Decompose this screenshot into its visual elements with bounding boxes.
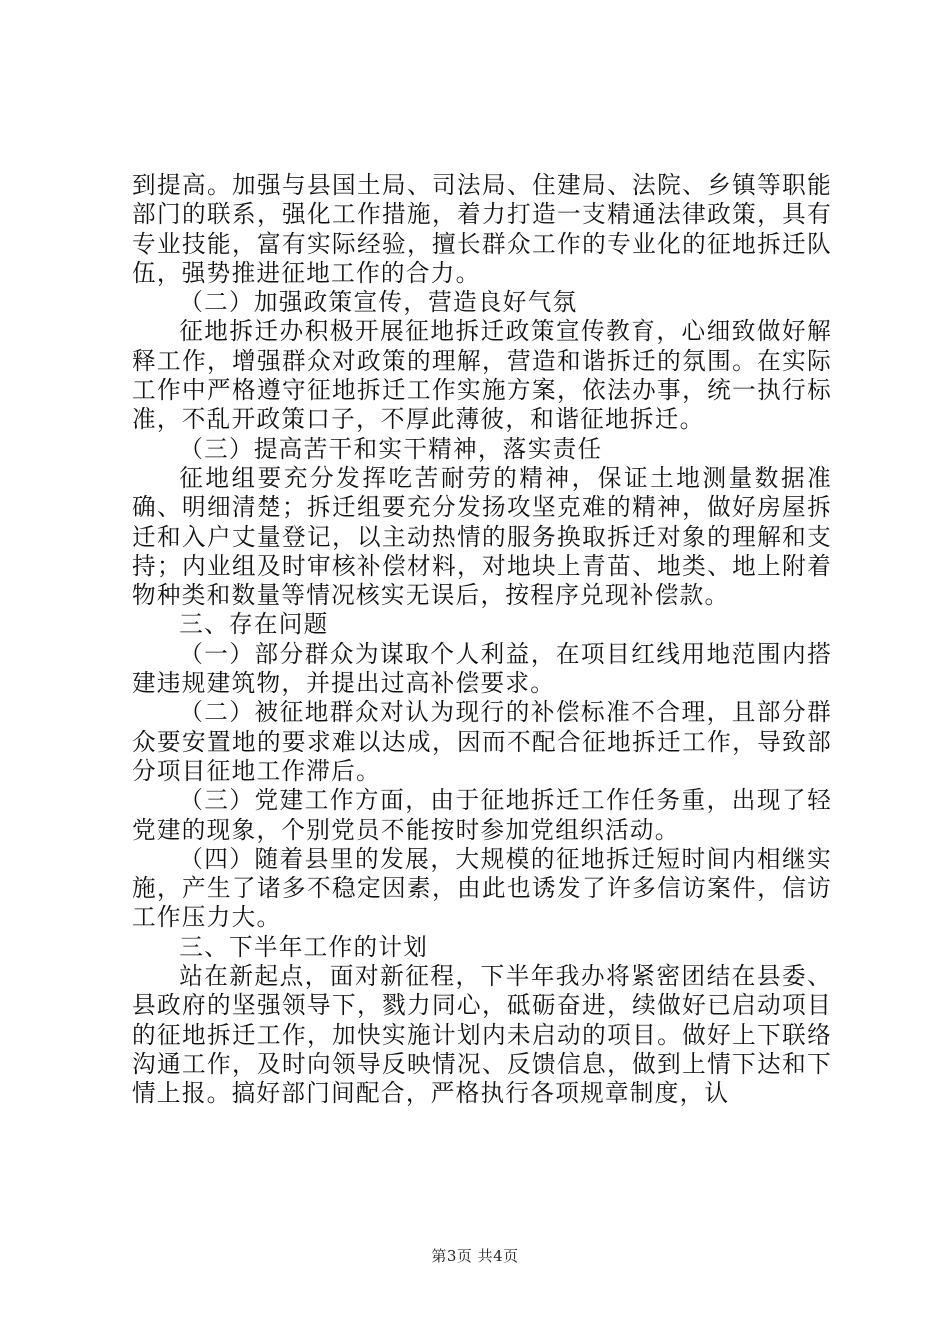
paragraph-plan: 站在新起点，面对新征程，下半年我办将紧密团结在县委、县政府的坚强领导下，戮力同心，砥砺奋进，续做好已启动项目的征地拆迁工作，加快实施计划内未启动的项目。做好上下联络沟通工作，及时向领导反映情况、反馈信息，做到上情下达和下情上报。搞好部门间配合，严格执行各项规章制度，认: [132, 962, 832, 1108]
paragraph-policy-publicity: 征地拆迁办积极开展征地拆迁政策宣传教育，心细致做好解释工作，增强群众对政策的理解，营造和谐拆迁的氛围。在实际工作中严格遵守征地拆迁工作实施方案，依法办事，统一执行标准，不乱开政策口子，不厚此薄彼，和谐征地拆迁。: [132, 317, 832, 434]
page-number-footer: 第3页 共4页: [431, 1247, 519, 1265]
paragraph-responsibility: 征地组要充分发挥吃苦耐劳的精神，保证土地测量数据准确、明细清楚；拆迁组要充分发扬攻坚克难的精神，做好房屋拆迁和入户丈量登记，以主动热情的服务换取拆迁对象的理解和支持；内业组及时审核补偿材料，对地块上青苗、地类、地上附着物种类和数量等情况核实无误后，按程序兑现补偿款。: [132, 463, 832, 610]
section-heading-plan: 三、下半年工作的计划: [179, 932, 429, 961]
subheading-2: （二）加强政策宣传，营造良好气氛: [179, 288, 578, 317]
section-heading-problems: 三、存在问题: [179, 610, 329, 639]
paragraph-continuation: 到提高。加强与县国土局、司法局、住建局、法院、乡镇等职能部门的联系，强化工作措施，着力打造一支精通法律政策，具有专业技能，富有实际经验，擅长群众工作的专业化的征地拆迁队伍，强势推进征地工作的合力。: [132, 171, 832, 287]
document-body: [132, 171, 832, 1109]
problem-item-3: （三）党建工作方面，由于征地拆迁工作任务重，出现了轻党建的现象，个别党员不能按时参加党组织活动。: [132, 786, 832, 844]
problem-item-1: （一）部分群众为谋取个人利益，在项目红线用地范围内搭建违规建筑物，并提出过高补偿要求。: [132, 639, 832, 698]
problem-item-2: （二）被征地群众对认为现行的补偿标准不合理，且部分群众要安置地的要求难以达成，因而不配合征地拆迁工作，导致部分项目征地工作滞后。: [132, 698, 832, 785]
problem-item-4: （四）随着县里的发展，大规模的征地拆迁短时间内相继实施，产生了诸多不稳定因素，由此也诱发了许多信访案件，信访工作压力大。: [132, 844, 832, 932]
subheading-3: （三）提高苦干和实干精神，落实责任: [179, 434, 603, 463]
